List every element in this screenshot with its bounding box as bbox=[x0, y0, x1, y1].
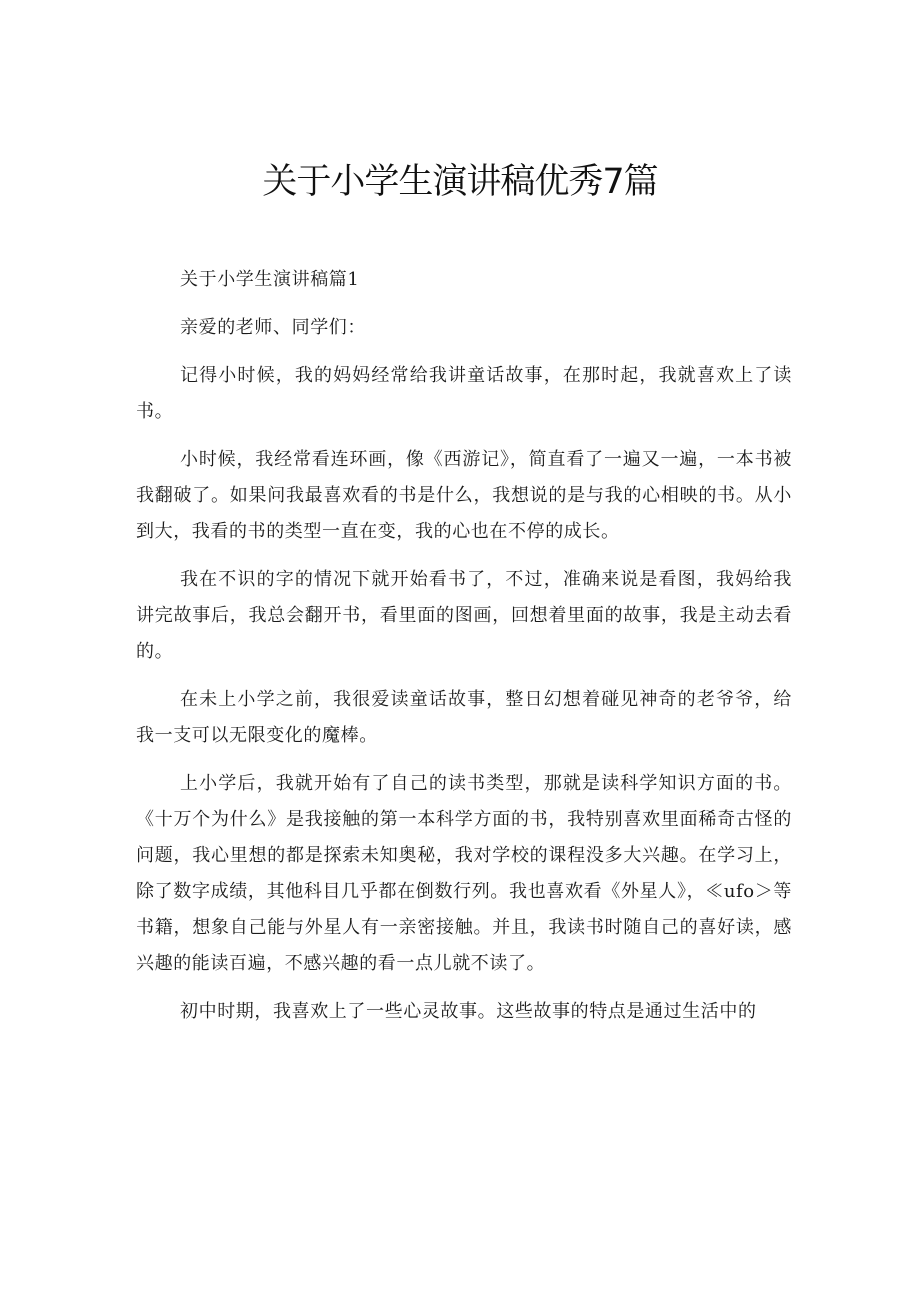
paragraph: 上小学后，我就开始有了自己的读书类型，那就是读科学知识方面的书。《十万个为什么》是我接触的第一本科学方面的书，我特别喜欢里面稀奇古怪的问题，我心里想的都是探索未知奥秘，我对学校的课程没多大兴趣。在学习上，除了数字成绩，其他科目几乎都在倒数行列。我也喜欢看《外星人》，≪ufo＞等书籍，想象自己能与外星人有一亲密接触。并且，我读书时随自己的喜好读，感兴趣的能读百遍，不感兴趣的看一点儿就不读了。 bbox=[136, 773, 792, 974]
section-heading: 关于小学生演讲稿篇1 bbox=[180, 269, 360, 290]
paragraph: 记得小时候，我的妈妈经常给我讲童话故事，在那时起，我就喜欢上了读书。 bbox=[136, 365, 792, 422]
document-title: 关于小学生演讲稿优秀7篇 bbox=[262, 162, 658, 202]
paragraph: 初中时期，我喜欢上了一些心灵故事。这些故事的特点是通过生活中的 bbox=[180, 1001, 757, 1022]
paragraph: 在未上小学之前，我很爱读童话故事，整日幻想着碰见神奇的老爷爷，给我一支可以无限变化的魔棒。 bbox=[136, 689, 792, 746]
salutation: 亲爱的老师、同学们： bbox=[180, 317, 366, 338]
document-body bbox=[136, 262, 792, 1042]
paragraph: 小时候，我经常看连环画，像《西游记》，简直看了一遍又一遍，一本书被我翻破了。如果问我最喜欢看的书是什么，我想说的是与我的心相映的书。从小到大，我看的书的类型一直在变，我的心也在不停的成长。 bbox=[136, 449, 792, 542]
paragraph: 我在不识的字的情况下就开始看书了，不过，准确来说是看图，我妈给我讲完故事后，我总会翻开书，看里面的图画，回想着里面的故事，我是主动去看的。 bbox=[136, 569, 792, 662]
